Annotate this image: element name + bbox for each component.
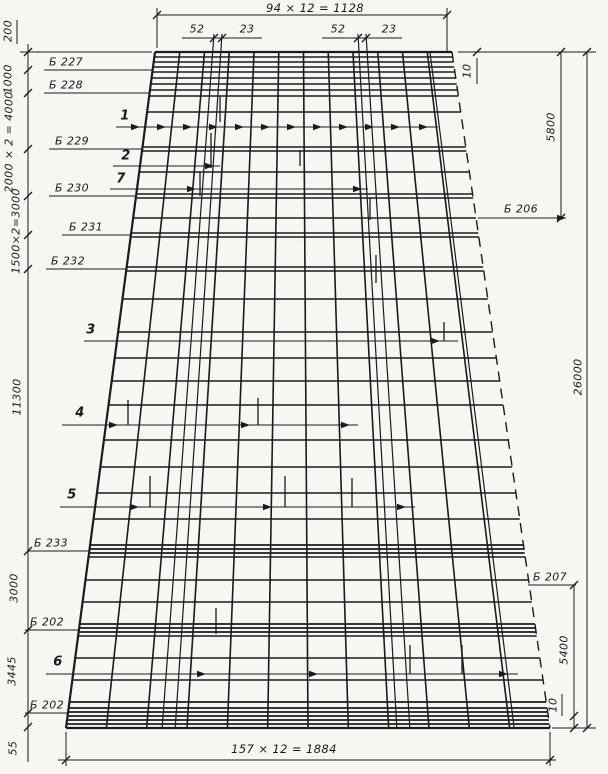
- mesh-mark-b232: Б 232: [50, 254, 86, 268]
- mesh-mark-b233: Б 233: [33, 536, 69, 550]
- dim-55-label: 55: [6, 740, 20, 756]
- mesh-mark-b207: Б 207: [532, 570, 568, 584]
- dim-3445-label: 3445: [5, 656, 19, 686]
- dim-1000-label: 1000: [1, 64, 15, 94]
- mesh-mark-b228: Б 228: [48, 78, 84, 92]
- dim-1500x2-label: 1500×2=3000: [9, 188, 23, 274]
- dim-2000x2-label: 2000 × 2 = 4000: [2, 91, 16, 193]
- dim-52-right-label: 52: [330, 22, 346, 36]
- mesh-mark-b202-a: Б 202: [29, 615, 65, 629]
- dim-200-label: 200: [1, 19, 15, 43]
- dim-top-total-label: 94 × 12 = 1128: [265, 1, 365, 15]
- dim-5400-label: 5400: [557, 635, 571, 665]
- dim-bottom-total-label: 157 × 12 = 1884: [231, 742, 337, 756]
- callout-1: 1: [120, 108, 130, 124]
- dim-23-right-label: 23: [381, 22, 397, 36]
- mesh-mark-b202-b: Б 202: [29, 698, 65, 712]
- mesh-mark-b230: Б 230: [54, 181, 90, 195]
- dim-26000-label: 26000: [571, 358, 585, 396]
- dim-23-left-label: 23: [239, 22, 255, 36]
- callout-4: 4: [75, 405, 85, 421]
- callout-2: 2: [121, 148, 131, 164]
- callout-7: 7: [116, 171, 126, 187]
- dim-5800-label: 5800: [544, 112, 558, 142]
- mesh-mark-b206: Б 206: [503, 202, 539, 216]
- mesh-mark-b229: Б 229: [54, 134, 90, 148]
- dim-10-top-label: 10: [460, 63, 474, 79]
- dim-3000-label: 3000: [7, 573, 21, 603]
- mesh-mark-b231: Б 231: [68, 220, 104, 234]
- dim-10-bottom-label: 10: [546, 697, 560, 713]
- callout-6: 6: [53, 654, 63, 670]
- mesh-mark-b227: Б 227: [48, 55, 84, 69]
- callout-5: 5: [67, 487, 77, 503]
- dim-52-left-label: 52: [189, 22, 205, 36]
- callout-3: 3: [86, 322, 96, 338]
- dim-11300-label: 11300: [10, 378, 24, 416]
